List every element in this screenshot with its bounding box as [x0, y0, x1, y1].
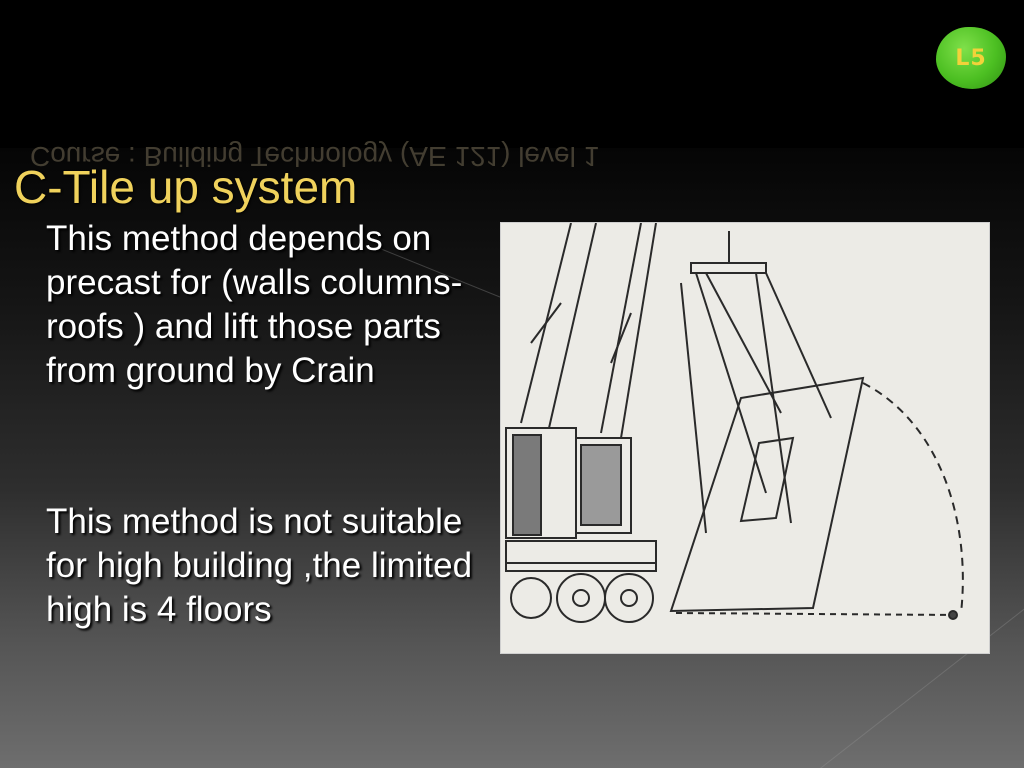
slide-title: C-Tile up system [14, 161, 358, 213]
slide-number-badge [936, 27, 1006, 89]
body-paragraph-1: This method depends on precast for (walls columns-roofs ) and lift those parts from ground by Crain [46, 219, 463, 390]
body-paragraph-2: This method is not suitable for high building ,the limited high is 4 floors [46, 502, 473, 629]
crane-lifting-panel-illustration [501, 223, 989, 653]
top-band [0, 0, 1024, 148]
crane-lifting-panel-drawing [500, 222, 990, 654]
mirrored-course-header: Course : Building Technology (AE 121) level 1 [30, 141, 600, 172]
slide-number-label: L5 [955, 45, 987, 71]
